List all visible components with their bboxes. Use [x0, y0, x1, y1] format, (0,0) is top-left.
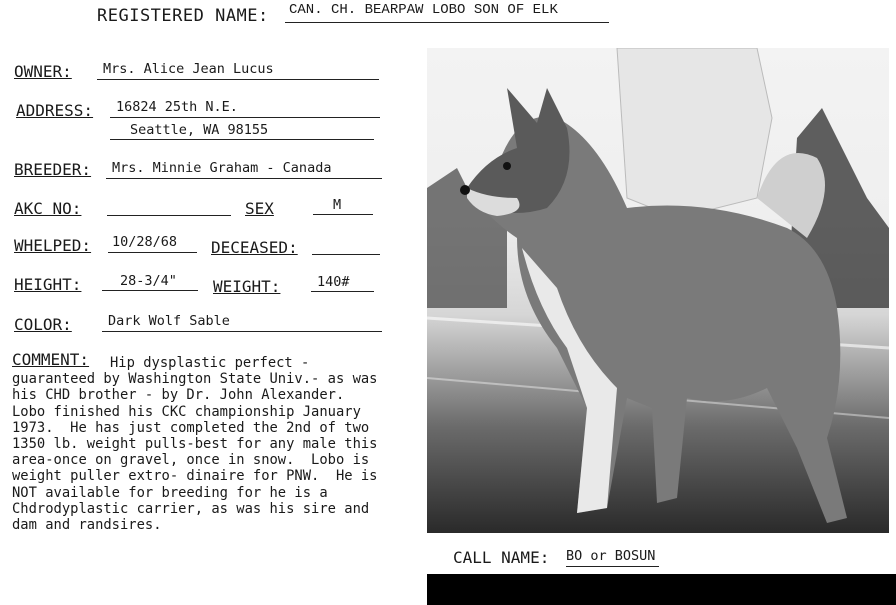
- breeder-value: Mrs. Minnie Graham - Canada: [106, 160, 382, 179]
- color-label: COLOR:: [14, 315, 72, 334]
- redaction-bar: [427, 574, 896, 605]
- weight-value: 140#: [311, 274, 374, 292]
- weight-label: WEIGHT:: [213, 277, 281, 296]
- call-name-label: CALL NAME:: [453, 548, 550, 567]
- deceased-value: [312, 236, 380, 255]
- color-value: Dark Wolf Sable: [102, 313, 382, 332]
- whelped-value: 10/28/68: [108, 234, 197, 253]
- comment-text: Hip dysplastic perfect - guaranteed by Washington State Univ.- as was his CHD brother - by Dr. John Alexander. Lobo finished his CKC championship January 1973. He has just completed the 2nd of two 1350 lb. weight pulls-best for any male this area-once on gravel, once in snow. Lobo is weight puller extro- dinaire for PNW. He is NOT available for breeding for he is a Chdrodyplastic carrier, as was his sire and dam and randsires.: [12, 355, 386, 534]
- deceased-label: DECEASED:: [211, 238, 298, 257]
- owner-label: OWNER:: [14, 62, 72, 81]
- dog-photo: [427, 48, 889, 533]
- breeder-label: BREEDER:: [14, 160, 92, 179]
- dog-photo-graphic: [427, 48, 889, 533]
- comment-label: COMMENT:: [12, 350, 90, 369]
- call-name-value: BO or BOSUN: [566, 548, 659, 567]
- address-line1: 16824 25th N.E.: [110, 99, 380, 118]
- whelped-label: WHELPED:: [14, 236, 92, 255]
- height-value: 28-3/4": [102, 273, 198, 291]
- height-label: HEIGHT:: [14, 275, 82, 294]
- sex-value: M: [313, 197, 373, 215]
- owner-value: Mrs. Alice Jean Lucus: [97, 61, 379, 80]
- akc-no-value: [107, 197, 231, 216]
- sex-label: SEX: [245, 199, 274, 218]
- registered-name-label: REGISTERED NAME:: [97, 6, 269, 26]
- akc-no-label: AKC NO:: [14, 199, 82, 218]
- address-label: ADDRESS:: [16, 101, 94, 120]
- address-line2: Seattle, WA 98155: [110, 122, 374, 140]
- registered-name-value: CAN. CH. BEARPAW LOBO SON OF ELK: [285, 2, 609, 23]
